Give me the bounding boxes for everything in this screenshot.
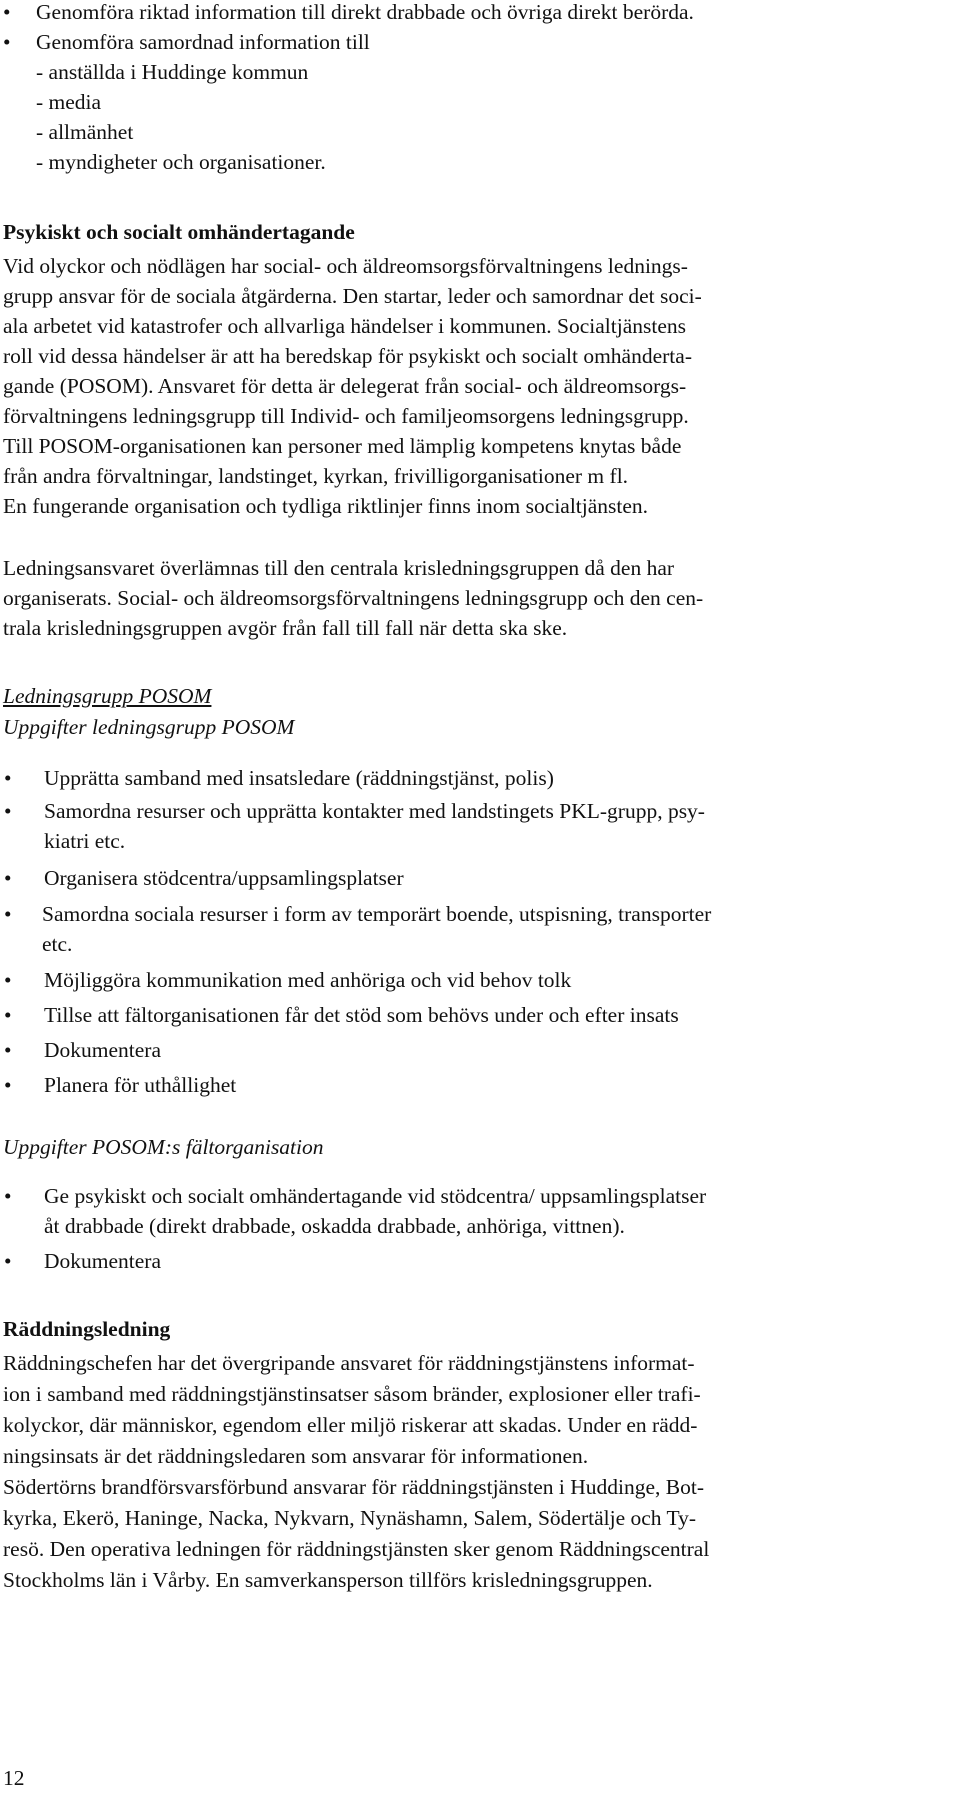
section-heading: Psykiskt och socialt omhändertagande — [3, 220, 355, 244]
bullet-icon: • — [4, 902, 12, 926]
paragraph-line: Vid olyckor och nödlägen har social- och äldreomsorgsförvaltningens lednings- — [3, 254, 688, 278]
bullet-text: Genomföra riktad information till direkt drabbade och övriga direkt berörda. — [36, 0, 694, 24]
bullet-icon: • — [3, 0, 11, 24]
bullet-icon: • — [4, 866, 12, 890]
bullet-icon: • — [3, 30, 11, 54]
bullet-text: Dokumentera — [44, 1038, 162, 1062]
paragraph-line: roll vid dessa händelser är att ha beredskap för psykiskt och socialt omhänderta- — [3, 344, 692, 368]
paragraph-line: Räddningschefen har det övergripande ansvaret för räddningstjänstens informat- — [3, 1351, 695, 1375]
bullet-text: Organisera stödcentra/uppsamlingsplatser — [44, 866, 404, 890]
bullet-text: åt drabbade (direkt drabbade, oskadda drabbade, anhöriga, vittnen). — [44, 1214, 625, 1238]
bullet-text: kiatri etc. — [44, 829, 126, 853]
paragraph-line: Till POSOM-organisationen kan personer med lämplig kompetens knytas både — [3, 434, 682, 458]
bullet-text: Genomföra samordnad information till — [36, 30, 370, 54]
section-heading: Räddningsledning — [3, 1317, 171, 1341]
bullet-text: - anställda i Huddinge kommun — [36, 60, 309, 84]
paragraph-line: från andra förvaltningar, landstinget, kyrkan, frivilligorganisationer m fl. — [3, 464, 629, 488]
bullet-icon: • — [4, 1249, 12, 1273]
bullet-text: Samordna sociala resurser i form av temporärt boende, utspisning, transporter — [42, 902, 712, 926]
bullet-text: etc. — [42, 932, 73, 956]
bullet-text: - myndigheter och organisationer. — [36, 150, 326, 174]
bullet-icon: • — [4, 1073, 12, 1097]
paragraph-line: gande (POSOM). Ansvaret för detta är delegerat från social- och äldreomsorgs- — [3, 374, 687, 398]
bullet-icon: • — [4, 1003, 12, 1027]
paragraph-line: ningsinsats är det räddningsledaren som ansvarar för informationen. — [3, 1444, 589, 1468]
bullet-text: Samordna resurser och upprätta kontakter med landstingets PKL-grupp, psy- — [44, 799, 705, 823]
subheading: Uppgifter ledningsgrupp POSOM — [3, 715, 295, 739]
bullet-icon: • — [4, 799, 12, 823]
paragraph-line: resö. Den operativa ledningen för räddningstjänsten sker genom Räddningscentral — [3, 1537, 710, 1561]
paragraph-line: ala arbetet vid katastrofer och allvarliga händelser i kommunen. Socialtjänstens — [3, 314, 686, 338]
page-number: 12 — [3, 1766, 25, 1790]
bullet-icon: • — [4, 1184, 12, 1208]
paragraph-line: Ledningsansvaret överlämnas till den centrala krisledningsgruppen då den har — [3, 556, 675, 580]
paragraph-line: organiserats. Social- och äldreomsorgsförvaltningens ledningsgrupp och den cen- — [3, 586, 704, 610]
subheading: Uppgifter POSOM:s fältorganisation — [3, 1135, 324, 1159]
paragraph-line: kyrka, Ekerö, Haninge, Nacka, Nykvarn, Nynäshamn, Salem, Södertälje och Ty- — [3, 1506, 697, 1530]
bullet-text: Planera för uthållighet — [44, 1073, 237, 1097]
paragraph-line: förvaltningens ledningsgrupp till Individ- och familjeomsorgens ledningsgrupp. — [3, 404, 689, 428]
bullet-icon: • — [4, 968, 12, 992]
section-heading: Ledningsgrupp POSOM — [3, 684, 212, 708]
bullet-text: Tillse att fältorganisationen får det stöd som behövs under och efter insats — [44, 1003, 679, 1027]
bullet-text: Dokumentera — [44, 1249, 162, 1273]
paragraph-line: Södertörns brandförsvarsförbund ansvarar för räddningstjänsten i Huddinge, Bot- — [3, 1475, 704, 1499]
bullet-text: Möjliggöra kommunikation med anhöriga och vid behov tolk — [44, 968, 572, 992]
bullet-text: Upprätta samband med insatsledare (räddningstjänst, polis) — [44, 766, 554, 790]
bullet-text: - allmänhet — [36, 120, 134, 144]
bullet-text: - media — [36, 90, 102, 114]
paragraph-line: Stockholms län i Vårby. En samverkansperson tillförs krisledningsgruppen. — [3, 1568, 653, 1592]
paragraph-line: En fungerande organisation och tydliga riktlinjer finns inom socialtjänsten. — [3, 494, 649, 518]
paragraph-line: grupp ansvar för de sociala åtgärderna. Den startar, leder och samordnar det soci- — [3, 284, 702, 308]
bullet-text: Ge psykiskt och socialt omhändertagande vid stödcentra/ uppsamlingsplatser — [44, 1184, 707, 1208]
bullet-icon: • — [4, 1038, 12, 1062]
bullet-icon: • — [4, 766, 12, 790]
paragraph-line: ion i samband med räddningstjänstinsatser såsom bränder, explosioner eller trafi- — [3, 1382, 701, 1406]
paragraph-line: kolyckor, där människor, egendom eller miljö riskerar att skadas. Under en rädd- — [3, 1413, 698, 1437]
paragraph-line: trala krisledningsgruppen avgör från fall till fall när detta ska ske. — [3, 616, 568, 640]
